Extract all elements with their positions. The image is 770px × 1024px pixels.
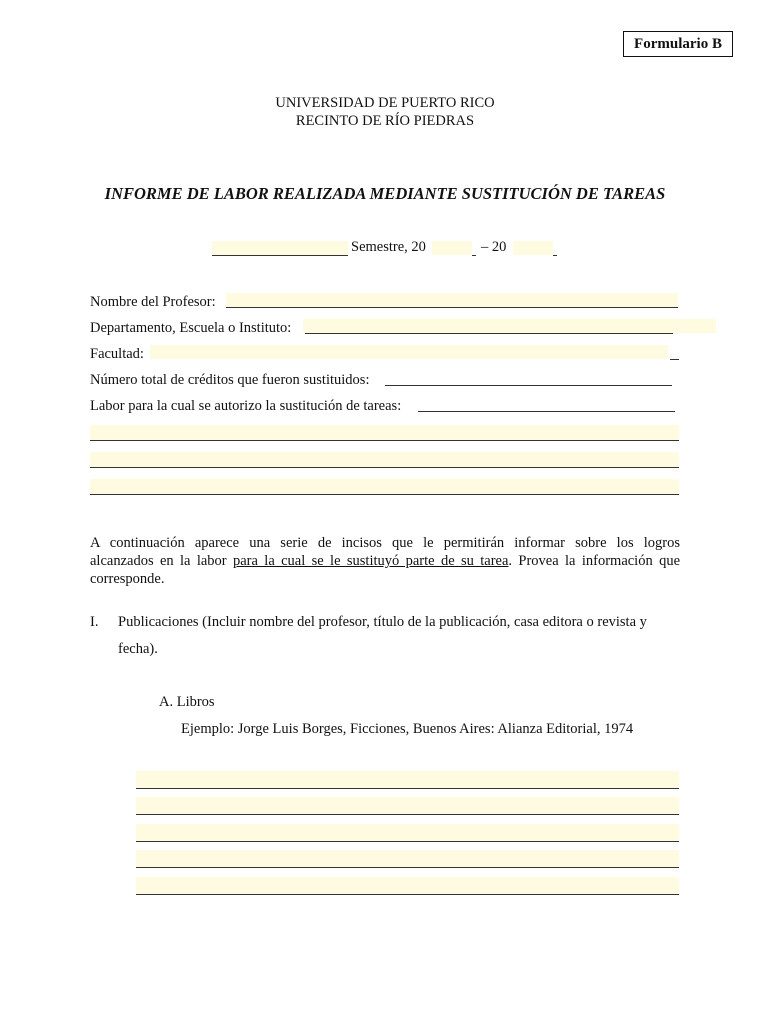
semester-label: Semestre, 20 [351,239,426,255]
book-line-1[interactable] [136,771,679,789]
year-end-underline [553,241,557,256]
intro-paragraph [90,534,680,588]
section-i-text-line2: fecha). [118,641,158,657]
section-i-text-line1: Publicaciones (Incluir nombre del profesor, título de la publicación, casa editora o revista y [118,614,647,630]
year-end-field[interactable] [513,241,553,255]
intro-line-3: corresponde. [90,571,165,587]
book-line-5[interactable] [136,877,679,895]
book-line-3[interactable] [136,824,679,842]
book-line-4[interactable] [136,850,679,868]
year-dash-label: – 20 [481,239,507,255]
labor-field[interactable] [418,397,675,412]
section-i-number: I. [90,614,99,630]
professor-name-field[interactable] [226,293,678,308]
faculty-label: Facultad: [90,346,144,362]
book-line-2[interactable] [136,797,679,815]
labor-label: Labor para la cual se autorizo la sustitución de tareas: [90,398,402,414]
labor-line-2[interactable] [90,452,679,468]
labor-line-3[interactable] [90,479,679,495]
intro-line-2-end: . Provea la información que [508,553,681,569]
credits-label: Número total de créditos que fueron sustituidos: [90,372,370,388]
credits-field[interactable] [385,371,672,386]
intro-line-2 [90,552,680,570]
page-title: INFORME DE LABOR REALIZADA MEDIANTE SUSTITUCIÓN DE TAREAS [104,184,666,203]
university-name: UNIVERSIDAD DE PUERTO RICO [275,95,495,111]
subsection-a-example: Ejemplo: Jorge Luis Borges, Ficciones, Buenos Aires: Alianza Editorial, 1974 [181,721,634,737]
intro-line-2-start: alcanzados en la labor [90,553,233,569]
intro-line-1: A continuación aparece una serie de incisos que le permitirán informar sobre los logros [90,535,680,551]
labor-line-1[interactable] [90,425,679,441]
intro-line-2-underlined: para la cual se le sustituyó parte de su tarea [232,553,509,569]
faculty-field[interactable] [150,345,668,359]
department-label: Departamento, Escuela o Instituto: [90,320,292,336]
semester-term-field[interactable] [212,241,348,256]
department-field-underline [305,319,673,334]
form-label-box: Formulario B [623,31,733,57]
professor-name-label: Nombre del Profesor: [90,294,216,310]
year-start-field[interactable] [432,241,472,255]
campus-name: RECINTO DE RÍO PIEDRAS [295,113,475,129]
faculty-field-underline [670,345,679,360]
year-start-underline [472,241,476,256]
subsection-a-label: A. Libros [159,694,215,710]
